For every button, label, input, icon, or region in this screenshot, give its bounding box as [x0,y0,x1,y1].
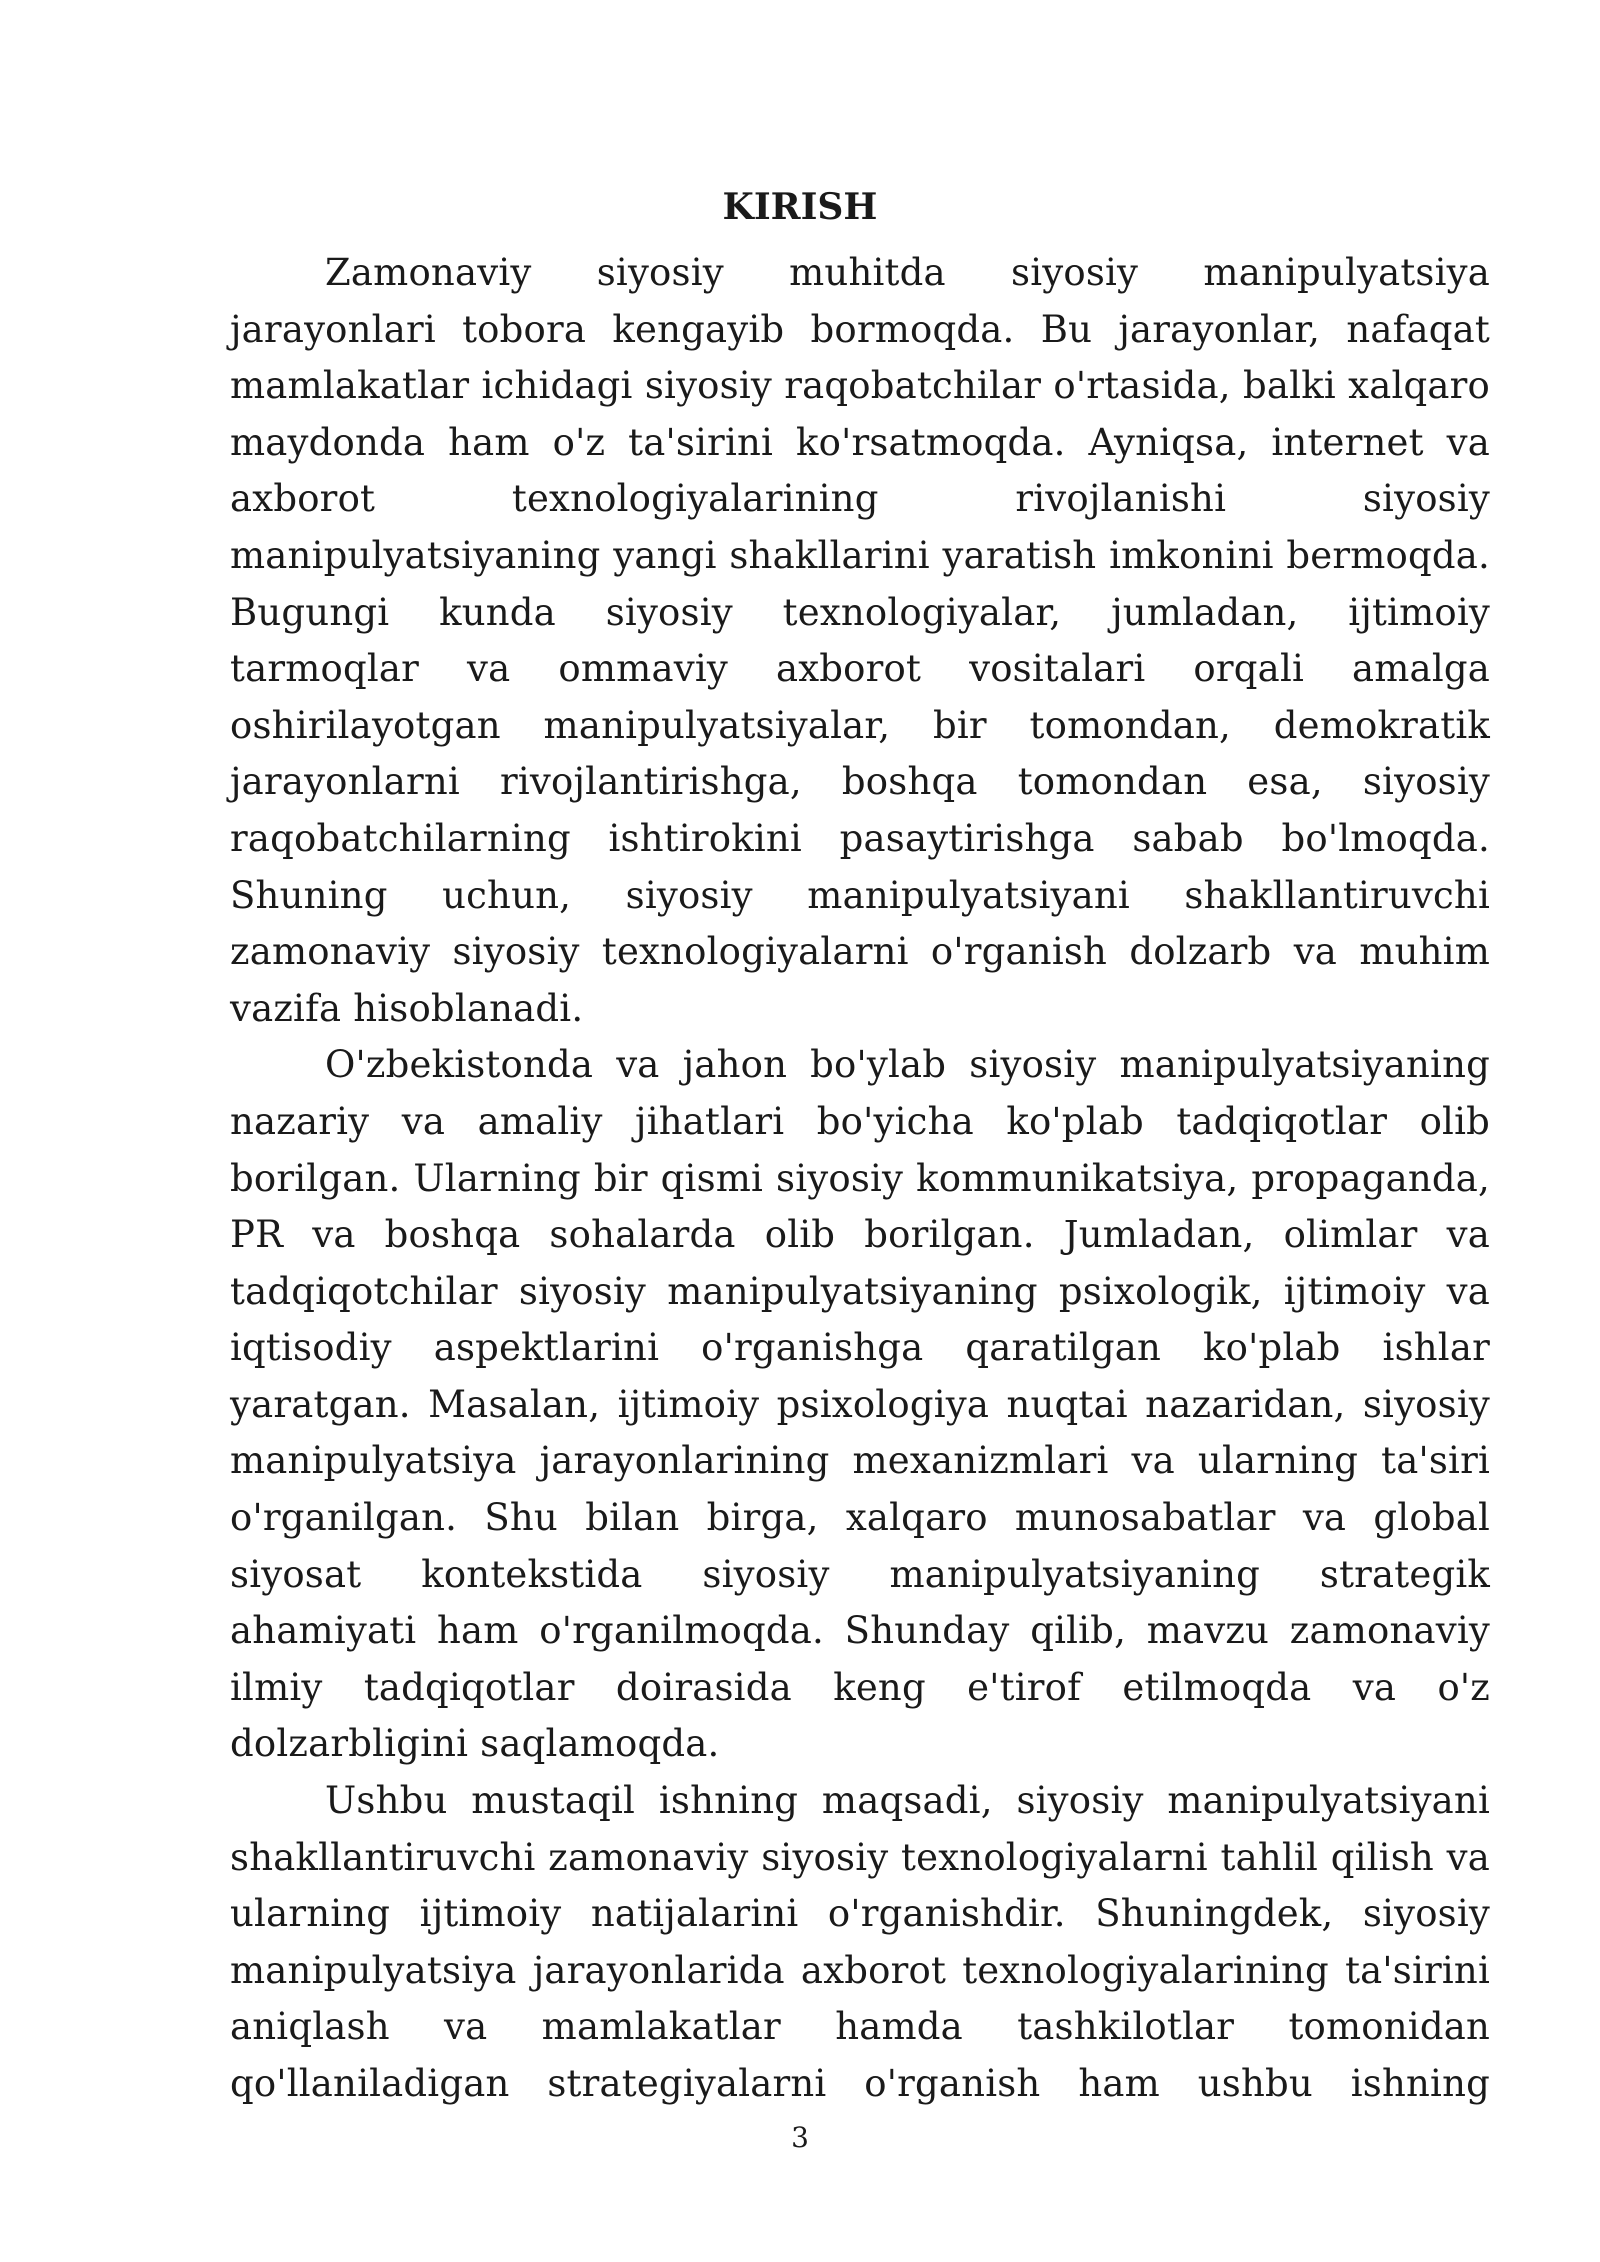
paragraph-2: O'zbekistonda va jahon bo'ylab siyosiy manipulyatsiyaning nazariy va amaliy jihatlari bo'yicha ko'plab tadqiqotlar olib borilgan. Ularning bir qismi siyosiy kommunikatsiya, propaganda, PR va boshqa sohalarda olib borilgan. Jumladan, olimlar va tadqiqotchilar siyosiy manipulyatsiyaning psixologik, ijtimoiy va iqtisodiy aspektlarini o'rganishga qaratilgan ko'plab ishlar yaratgan. Masalan, ijtimoiy psixologiya nuqtai nazaridan, siyosiy manipulyatsiya jarayonlarining mexanizmlari va ularning ta'siri o'rganilgan. Shu bilan birga, xalqaro munosabatlar va global siyosat kontekstida siyosiy manipulyatsiyaning strategik ahamiyati ham o'rganilmoqda. Shunday qilib, mavzu zamonaviy ilmiy tadqiqotlar doirasida keng e'tirof etilmoqda va o'z dolzarbligini saqlamoqda. [230,1043,1490,1766]
paragraph-1: Zamonaviy siyosiy muhitda siyosiy manipulyatsiya jarayonlari tobora kengayib bormoqda. Bu jarayonlar, nafaqat mamlakatlar ichidagi siyosiy raqobatchilar o'rtasida, balki xalqaro maydonda ham o'z ta'sirini ko'rsatmoqda. Ayniqsa, internet va axborot texnologiyalarining rivojlanishi siyosiy manipulyatsiyaning yangi shakllarini yaratish imkonini bermoqda. Bugungi kunda siyosiy texnologiyalar, jumladan, ijtimoiy tarmoqlar va ommaviy axborot vositalari orqali amalga oshirilayotgan manipulyatsiyalar, bir tomondan, demokratik jarayonlarni rivojlantirishga, boshqa tomondan esa, siyosiy raqobatchilarning ishtirokini pasaytirishga sabab bo'lmoqda. Shuning uchun, siyosiy manipulyatsiyani shakllantiruvchi zamonaviy siyosiy texnologiyalarni o'rganish dolzarb va muhim vazifa hisoblanadi. [230,251,1490,1030]
paragraph-3: Ushbu mustaqil ishning maqsadi, siyosiy manipulyatsiyani shakllantiruvchi zamonaviy siyosiy texnologiyalarni tahlil qilish va ularning ijtimoiy natijalarini o'rganishdir. Shuningdek, siyosiy manipulyatsiya jarayonlarida axborot texnologiyalarining ta'sirini aniqlash va mamlakatlar hamda tashkilotlar tomonidan qo'llaniladigan strategiyalarni o'rganish ham ushbu ishning [230,1779,1490,2105]
page-title: KIRISH [722,186,878,229]
page-number: 3 [791,2121,809,2154]
body-text [230,245,1490,2113]
